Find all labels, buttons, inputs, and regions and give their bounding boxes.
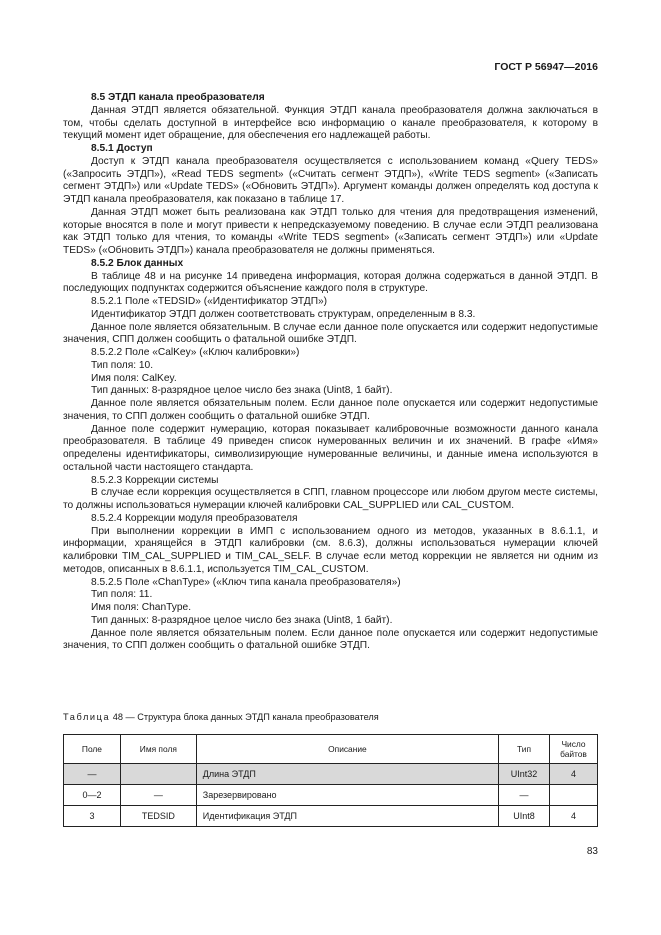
header-field: Поле (64, 735, 121, 764)
table-cell: 4 (550, 764, 598, 785)
header-type: Тип (499, 735, 550, 764)
paragraph: Данное поле является обязательным полем. Если данное поле опускается или содержит недопустимые значения, то СПП должен сообщить о фатальной ошибке ЭТДП. (63, 627, 598, 652)
header-byte-count: Число байтов (550, 735, 598, 764)
paragraph: Имя поля: ChanType. (91, 602, 192, 613)
body-text (63, 92, 598, 653)
section-heading: 8.5.1 Доступ (91, 143, 153, 154)
paragraph: Тип поля: 11. (91, 589, 153, 601)
paragraph: При выполнении коррекции в ИМП с использованием одного из методов, указанных в 8.6.1.1, и информации, хранящейся в ЭТДП калибровки (см. 8.6.3), должны использоваться нумерации ключей калибровки TIM_CAL_SUPPLIED и TIM_CAL_SELF. В случае если метод коррекции не является ни одним из методов, описанных в 8.6.1.1, используется TIM_CAL_CUSTOM. (63, 525, 598, 575)
paragraph: В таблице 48 и на рисунке 14 приведена информация, которая должна содержаться в данной ЭТДП. В последующих подпунктах содержится объяснение каждого поля в структуре. (63, 270, 598, 295)
paragraph: Имя поля: CalKey. (91, 372, 177, 384)
standard-header: ГОСТ Р 56947—2016 (494, 61, 598, 73)
section-heading: 8.5.2 Блок данных (91, 257, 184, 269)
paragraph: Данное поле является обязательным полем. Если данное поле опускается или содержит недопустимые значения, то СПП должен сообщить о фатальной ошибке ЭТДП. (63, 398, 598, 422)
table-caption-text: 48 — Структура блока данных ЭТДП канала преобразователя (110, 712, 379, 722)
table-row (64, 785, 598, 806)
paragraph: Данная ЭТДП может быть реализована как ЭТДП только для чтения для предотвращения изменений, которые вносятся в поле и могут привести к непредсказуемому поведению. В случае если ЭТДП реализована как ЭТДП только для чтения, то команды «Write TEDS segment» («Записать сегмент ЭТДП») или «Update TEDS» («Обновить ЭТДП») канала преобразователя не должны применяться. (63, 206, 598, 256)
table-cell (120, 764, 196, 785)
paragraph: В случае если коррекция осуществляется в СПП, главном процессоре или любом другом месте системы, то должны использоваться нумерации ключей калибровки CAL_SUPPLIED или CAL_CUSTOM. (63, 487, 598, 511)
table-header-row (64, 735, 598, 764)
paragraph: Данное поле содержит нумерацию, которая показывает калибровочные возможности данного канала преобразователя. В таблице 49 приведен список нумерованных величин и их значений. В графе «Имя» определены идентификаторы, символизирующие нумерованные величины, и данные имена используются в остальной части настоящего стандарта. (63, 423, 598, 473)
table-cell: UInt8 (499, 806, 550, 827)
table-cell: 0—2 (64, 785, 121, 806)
table-caption (63, 712, 598, 722)
table-cell: UInt32 (499, 764, 550, 785)
paragraph: 8.5.2.3 Коррекции системы (91, 474, 219, 486)
table-cell: Длина ЭТДП (196, 764, 498, 785)
paragraph: 8.5.2.5 Поле «ChanType» («Ключ типа канала преобразователя») (91, 576, 401, 588)
paragraph: Тип данных: 8-разрядное целое число без знака (Uint8, 1 байт). (91, 385, 393, 397)
paragraph: 8.5.2.1 Поле «TEDSID» («Идентификатор ЭТДП») (91, 296, 328, 307)
table-cell: Зарезервировано (196, 785, 498, 806)
page-number: 83 (586, 846, 598, 857)
table-cell: TEDSID (120, 806, 196, 827)
paragraph: Идентификатор ЭТДП должен соответствовать структурам, определенным в 8.3. (91, 308, 476, 320)
table-cell: — (120, 785, 196, 806)
paragraph: Тип данных: 8-разрядное целое число без знака (Uint8, 1 байт). (91, 614, 393, 626)
paragraph: Доступ к ЭТДП канала преобразователя осуществляется с использованием команд «Query TEDS» («Запросить ЭТДП»), «Read TEDS segment» («Считать сегмент ЭТДП»), «Write TEDS segment» («Записать сегмент ЭТДП») или «Update TEDS» («Обновить ЭТДП»). Аргумент команды должен определять код доступа к ЭТДП канала преобразователя, как показано в таблице 17. (63, 155, 598, 205)
table-cell: 3 (64, 806, 121, 827)
paragraph: Тип поля: 10. (91, 359, 154, 371)
table-row (64, 806, 598, 827)
header-description: Описание (196, 735, 498, 764)
table-cell: 4 (550, 806, 598, 827)
data-block-table (63, 734, 598, 827)
section-heading: 8.5 ЭТДП канала преобразователя (91, 92, 265, 103)
table-cell: Идентификация ЭТДП (196, 806, 498, 827)
paragraph: 8.5.2.2 Поле «CalKey» («Ключ калибровки») (91, 347, 300, 358)
table-cell: — (64, 764, 121, 785)
table-cell (550, 785, 598, 806)
table-caption-prefix: Таблица (63, 712, 111, 722)
header-field-name: Имя поля (120, 735, 196, 764)
paragraph: Данное поле является обязательным. В случае если данное поле опускается или содержит недопустимые значения, СПП должен сообщить о фатальной ошибке ЭТДП. (63, 321, 598, 346)
paragraph: 8.5.2.4 Коррекции модуля преобразователя (91, 512, 298, 524)
table-cell: — (499, 785, 550, 806)
paragraph: Данная ЭТДП является обязательной. Функция ЭТДП канала преобразователя должна заключаться в том, чтобы сделать доступной в интерфейсе всю информацию о канале преобразователя, к которому в текущий момент идет обращение, для обеспечения его надлежащей работы. (63, 104, 598, 142)
table-row (64, 764, 598, 785)
